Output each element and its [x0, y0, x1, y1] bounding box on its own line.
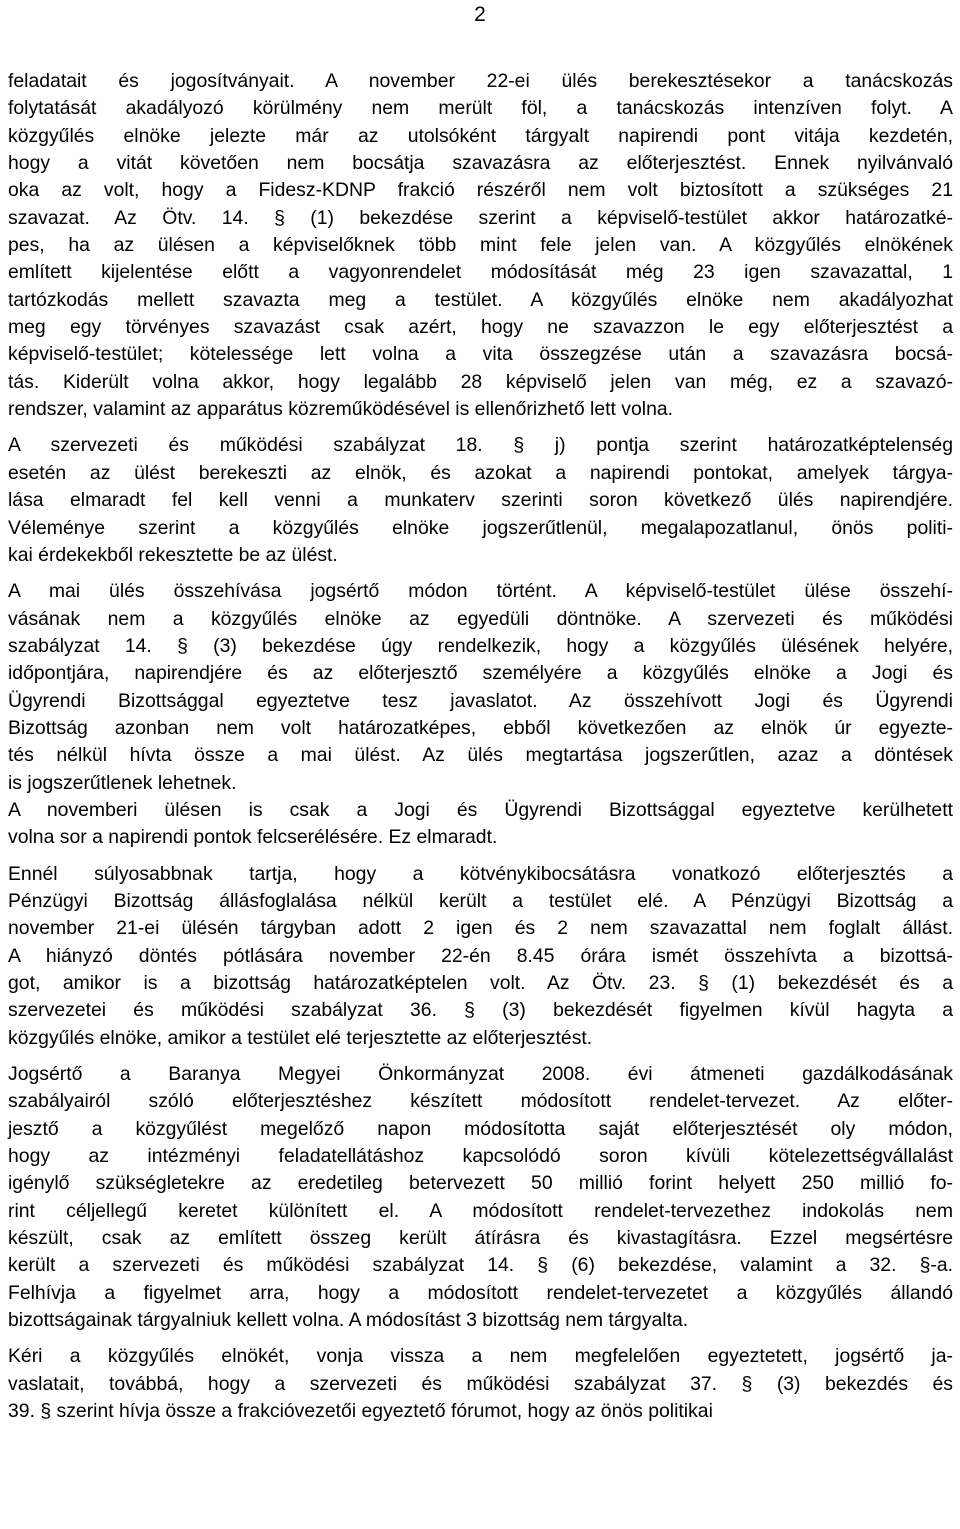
text-line: Pénzügyi Bizottság állásfoglalása nélkül került a testület elé. A Pénzügyi Bizottság a — [8, 889, 953, 912]
paragraph — [8, 1343, 953, 1425]
text-line: meg egy törvényes szavazást csak azért, hogy ne szavazzon le egy előterjesztést a — [8, 316, 953, 339]
text-line: említett kijelentése előtt a vagyonrendelet módosítását még 23 igen szavazattal, 1 — [8, 261, 953, 284]
text-line: Jogsértő a Baranya Megyei Önkormányzat 2008. évi átmeneti gazdálkodásának — [8, 1063, 953, 1086]
text-line: november 21-ei ülésén tárgyban adott 2 igen és 2 nem szavazattal nem foglalt állást. — [8, 917, 953, 940]
text-line: Felhívja a figyelmet arra, hogy a módosított rendelet-tervezetet a közgyűlés állandó — [8, 1281, 953, 1304]
paragraph — [8, 578, 953, 851]
text-line: szabályairól szóló előterjesztéshez készített módosított rendelet-tervezet. Az előter- — [8, 1090, 953, 1113]
text-line: rendszer, valamint az apparátus közreműködésével is ellenőrizhető lett volna. — [8, 398, 674, 421]
text-line: A novemberi ülésen is csak a Jogi és Ügyrendi Bizottsággal egyeztetve kerülhetett — [8, 798, 953, 821]
text-line: jesztő a közgyűlést megelőző napon módosította saját előterjesztését oly módon, — [8, 1117, 953, 1140]
text-line: Ennél súlyosabbnak tartja, hogy a kötvénykibocsátásra vonatkozó előterjesztés a — [8, 862, 953, 885]
text-line: Bizottság azonban nem volt határozatképes, ebből következően az elnök úr egyezte- — [8, 716, 953, 739]
text-line: közgyűlés elnöke, amikor a testület elé terjesztette az előterjesztést. — [8, 1026, 593, 1049]
text-line: Ügyrendi Bizottsággal egyeztetve tesz javaslatot. Az összehívott Jogi és Ügyrendi — [8, 689, 953, 712]
paragraph-spacer — [8, 852, 953, 861]
text-line: közgyűlés elnöke jelezte már az utolsóként tárgyalt napirendi pont vitája kezdetén, — [8, 124, 953, 147]
text-line: igénylő szükségletekre az eredetileg betervezett 50 millió forint helyett 250 millió fo- — [8, 1172, 953, 1195]
text-line: lása elmaradt fel kell venni a munkaterv szerinti soron következő ülés napirendjére. — [8, 489, 953, 512]
text-line: 39. § szerint hívja össze a frakcióvezetői egyeztető fórumot, hogy az önös politikai — [8, 1400, 713, 1423]
text-line: oka az volt, hogy a Fidesz-KDNP frakció részéről nem volt biztosított a szükséges 21 — [8, 179, 953, 202]
paragraph — [8, 432, 953, 569]
paragraph — [8, 68, 953, 423]
paragraph-spacer — [8, 1052, 953, 1061]
text-line: Véleménye szerint a közgyűlés elnöke jogszerűtlenül, megalapozatlanul, önös politi- — [8, 516, 953, 539]
text-line: tartózkodás mellett szavazta meg a testület. A közgyűlés elnöke nem akadályozhat — [8, 288, 953, 311]
text-line: szabályzat 14. § (3) bekezdése úgy rendelkezik, hogy a közgyűlés ülésének helyére, — [8, 634, 953, 657]
text-line: szavazat. Az Ötv. 14. § (1) bekezdése szerint a képviselő-testület akkor határozatké- — [8, 206, 953, 229]
text-line: képviselő-testület; kötelessége lett volna a vita összegzése után a szavazásra bocsá- — [8, 343, 953, 366]
text-line: hogy a vitát követően nem bocsátja szavazásra az előterjesztést. Ennek nyilvánvaló — [8, 152, 953, 175]
text-line: rint céljellegű keretet különített el. A módosított rendelet-tervezethez indokolás nem — [8, 1199, 953, 1222]
text-line: got, amikor is a bizottság határozatképtelen volt. Az Ötv. 23. § (1) bekezdését és a — [8, 972, 953, 994]
text-line: készült, csak az említett összeg került átírásra és kivastagításra. Ezzel megsértésre — [8, 1227, 953, 1250]
text-line: tés nélkül hívta össze a mai ülést. Az ülés megtartása jogszerűtlen, azaz a döntések — [8, 744, 953, 767]
text-line: esetén az ülést berekeszti az elnök, és azokat a napirendi pontokat, amelyek tárgya- — [8, 461, 953, 484]
paragraph-spacer — [8, 423, 953, 432]
text-line: feladatait és jogosítványait. A november 22-ei ülés berekesztésekor a tanácskozás — [8, 70, 953, 92]
paragraph-spacer — [8, 569, 953, 578]
text-line: került a szervezeti és működési szabályzat 14. § (6) bekezdése, valamint a 32. §-a. — [8, 1254, 953, 1277]
text-line: folytatását akadályozó körülmény nem merült föl, a tanácskozás intenzíven folyt. A — [8, 97, 953, 120]
text-line: Kéri a közgyűlés elnökét, vonja vissza a nem megfelelően egyeztetett, jogsértő ja- — [8, 1345, 953, 1368]
text-line: hogy az intézményi feladatellátáshoz kapcsolódó soron kívüli kötelezettségvállalást — [8, 1145, 953, 1168]
text-line: A hiányzó döntés pótlására november 22-én 8.45 órára ismét összehívta a bizottsá- — [8, 944, 953, 967]
text-line: volna sor a napirendi pontok felcserélésére. Ez elmaradt. — [8, 826, 498, 849]
text-line: vaslatait, továbbá, hogy a szervezeti és működési szabályzat 37. § (3) bekezdés és — [8, 1372, 953, 1395]
paragraph — [8, 861, 953, 1052]
text-line: szervezetei és működési szabályzat 36. § (3) bekezdését figyelmen kívül hagyta a — [8, 999, 953, 1022]
page-number: 2 — [474, 3, 486, 26]
text-line: kai érdekekből rekesztette be az ülést. — [8, 543, 338, 566]
text-line: tás. Kiderült volna akkor, hogy legalább 28 képviselő jelen van még, ez a szavazó- — [8, 370, 953, 393]
document-body — [8, 68, 953, 1426]
text-line: időpontjára, napirendjére és az előterjesztő személyére a közgyűlés elnöke a Jogi és — [8, 662, 953, 685]
text-line: pes, ha az ülésen a képviselőknek több mint fele jelen van. A közgyűlés elnökének — [8, 234, 953, 257]
paragraph-spacer — [8, 1334, 953, 1343]
text-line: bizottságainak tárgyalniuk kellett volna. A módosítást 3 bizottság nem tárgyalta. — [8, 1309, 689, 1332]
text-line: A szervezeti és működési szabályzat 18. § j) pontja szerint határozatképtelenség — [8, 434, 953, 457]
text-line: vásának nem a közgyűlés elnöke az egyedüli döntnöke. A szervezeti és működési — [8, 607, 953, 630]
text-line: A mai ülés összehívása jogsértő módon történt. A képviselő-testület ülése összehí- — [8, 580, 953, 603]
paragraph — [8, 1061, 953, 1334]
text-line: is jogszerűtlenek lehetnek. — [8, 771, 237, 794]
